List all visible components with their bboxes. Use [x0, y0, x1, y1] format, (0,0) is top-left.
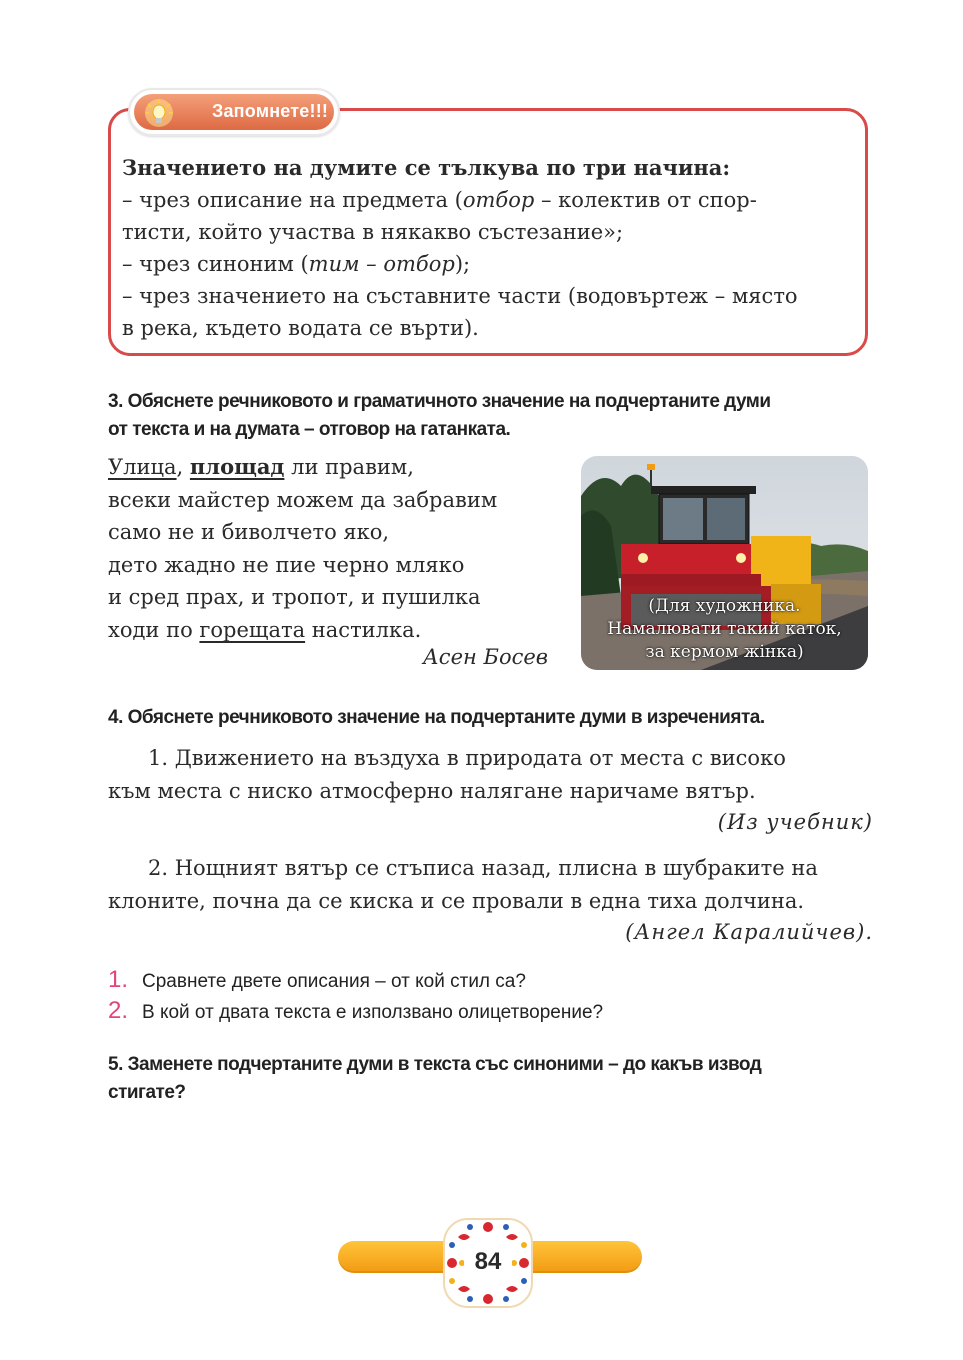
riddle-poem	[108, 451, 548, 647]
road-roller-photo	[581, 456, 868, 670]
poem-line-2: всеки майстер можем да забравим	[108, 487, 498, 512]
remember-text	[122, 152, 858, 344]
remember-title: Значението на думите се тълкува по три начина:	[122, 155, 731, 180]
lightbulb-icon	[144, 98, 174, 128]
task-5-heading: 5. Заменете подчертаните думи в текста със синоними – до какъв извод стигате?	[108, 1054, 762, 1103]
question-1: 1. Сравнете двете описания – от кой стил са?	[108, 966, 526, 993]
remember-item-1: – чрез описание на предмета (отбор – колектив от спор-	[122, 188, 757, 212]
photo-caption: (Для художника. Намалювати такий каток, за кермом жінка)	[607, 596, 842, 662]
task-4-sentence-1: 1. Движението на въздуха в природата от места с високо към места с ниско атмосферно налягане наричаме вятър.	[108, 746, 786, 803]
question-number: 2.	[108, 997, 129, 1024]
task-3-heading: 3. Обяснете речниковото и граматичното значение на подчертаните думи от текста и на думата – отговор на гатанката.	[108, 391, 771, 440]
task-4-source-1: (Из учебник)	[717, 810, 873, 834]
task-4-heading: 4. Обяснете речниковото значение на подчертаните думи в изреченията.	[108, 707, 765, 728]
question-number: 1.	[108, 966, 129, 993]
remember-item-2: – чрез синоним (тим – отбор);	[122, 252, 471, 276]
poem-line-3: само не и биволчето яко,	[108, 520, 390, 545]
poem-line-1: Улица, площад ли правим,	[108, 454, 414, 479]
task-4-source-2: (Ангел Каралийчев).	[625, 920, 873, 944]
task-4-sentence-2: 2. Нощният вятър се стъписа назад, плисна в шубраките на клоните, почна да се киска и се провали в една тиха долчина.	[108, 856, 818, 913]
remember-item-3-cont: в река, където водата се върти).	[122, 316, 479, 340]
poem-line-4: дето жадно не пие черно мляко	[108, 552, 465, 577]
poem-line-5: и сред прах, и тропот, и пушилка	[108, 585, 481, 610]
remember-badge	[128, 88, 340, 136]
question-2: 2. В кой от двата текста е използвано олицетворение?	[108, 997, 604, 1024]
remember-item-1-cont: тисти, който участва в някакво състезание»;	[122, 220, 624, 244]
page-number: 84	[474, 1248, 502, 1275]
poem-line-6: ходи по горещата настилка.	[108, 617, 422, 642]
remember-label: Запомнете!!!	[212, 101, 329, 121]
remember-item-3: – чрез значението на съставните части (водовъртеж – място	[122, 284, 798, 308]
poem-author: Асен Босев	[422, 645, 548, 669]
